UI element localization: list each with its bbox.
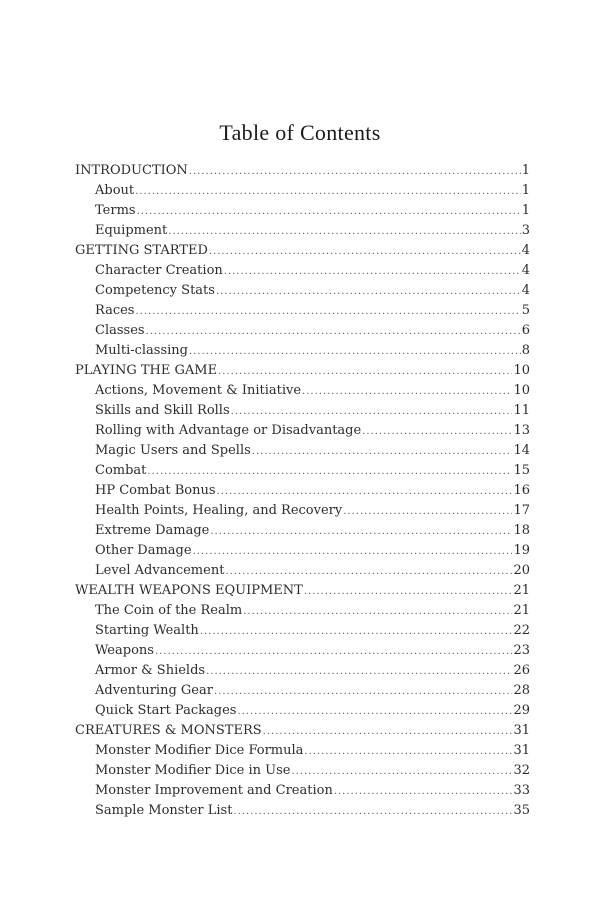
dot-leader [362, 422, 512, 441]
toc-subentry[interactable] [75, 341, 530, 361]
toc-page-number: 21 [513, 583, 530, 598]
dot-leader [135, 302, 520, 321]
toc-subentry[interactable] [75, 741, 530, 761]
dot-leader [243, 602, 512, 621]
toc-page-number: 17 [513, 503, 530, 518]
toc-entry-label: Equipment [95, 223, 168, 238]
toc-page-number: 4 [521, 263, 530, 278]
toc-subentry[interactable] [75, 321, 530, 341]
toc-page-number: 5 [521, 303, 530, 318]
dot-leader [216, 282, 521, 301]
toc-entry-label: About [95, 183, 135, 198]
dot-leader [214, 682, 512, 701]
toc-section-entry[interactable] [75, 241, 530, 261]
toc-subentry[interactable] [75, 481, 530, 501]
toc-entry-label: Rolling with Advantage or Disadvantage [95, 423, 362, 438]
dot-leader [147, 462, 512, 481]
dot-leader [304, 582, 513, 601]
toc-entry-label: The Coin of the Realm [95, 603, 243, 618]
toc-subentry[interactable] [75, 561, 530, 581]
toc-entry-label: Classes [95, 323, 145, 338]
dot-leader [189, 162, 521, 181]
dot-leader [209, 242, 521, 261]
toc-subentry[interactable] [75, 301, 530, 321]
toc-entry-label: PLAYING THE GAME [75, 363, 218, 378]
toc-entry-label: Combat [95, 463, 147, 478]
toc-page-number: 35 [513, 803, 530, 818]
toc-page-number: 3 [521, 223, 530, 238]
toc-subentry[interactable] [75, 521, 530, 541]
toc-section-entry[interactable] [75, 161, 530, 181]
dot-leader [210, 522, 512, 541]
toc-entry-label: Adventuring Gear [95, 683, 213, 698]
toc-entry-label: Multi-classing [95, 343, 188, 358]
toc-subentry[interactable] [75, 181, 530, 201]
table-of-contents [75, 161, 530, 821]
dot-leader [224, 262, 521, 281]
dot-leader [237, 702, 512, 721]
toc-page-number: 10 [513, 383, 530, 398]
toc-page-number: 23 [513, 643, 530, 658]
dot-leader [200, 622, 513, 641]
toc-entry-label: Weapons [95, 643, 154, 658]
toc-entry-label: INTRODUCTION [75, 163, 188, 178]
dot-leader [233, 802, 512, 821]
dot-leader [263, 722, 513, 741]
dot-leader [155, 642, 513, 661]
toc-subentry[interactable] [75, 381, 530, 401]
toc-subentry[interactable] [75, 661, 530, 681]
toc-subentry[interactable] [75, 221, 530, 241]
toc-page-number: 31 [513, 723, 530, 738]
dot-leader [206, 662, 512, 681]
toc-page-number: 33 [513, 783, 530, 798]
toc-page-number: 8 [521, 343, 530, 358]
toc-subentry[interactable] [75, 421, 530, 441]
dot-leader [304, 742, 512, 761]
dot-leader [217, 482, 513, 501]
toc-page-number: 21 [513, 603, 530, 618]
toc-entry-label: Terms [95, 203, 136, 218]
toc-entry-label: WEALTH WEAPONS EQUIPMENT [75, 583, 303, 598]
toc-subentry[interactable] [75, 781, 530, 801]
toc-subentry[interactable] [75, 281, 530, 301]
toc-page-number: 26 [513, 663, 530, 678]
toc-page-number: 11 [513, 403, 530, 418]
dot-leader [231, 402, 513, 421]
toc-subentry[interactable] [75, 621, 530, 641]
toc-subentry[interactable] [75, 261, 530, 281]
dot-leader [146, 322, 521, 341]
toc-page-number: 18 [513, 523, 530, 538]
toc-entry-label: Competency Stats [95, 283, 215, 298]
toc-section-entry[interactable] [75, 361, 530, 381]
toc-subentry[interactable] [75, 601, 530, 621]
dot-leader [193, 542, 513, 561]
toc-entry-label: Actions, Movement & Initiative [95, 383, 302, 398]
toc-page-number: 13 [513, 423, 530, 438]
toc-subentry[interactable] [75, 701, 530, 721]
toc-entry-label: Skills and Skill Rolls [95, 403, 230, 418]
dot-leader [302, 382, 512, 401]
dot-leader [225, 562, 512, 581]
toc-page-number: 10 [513, 363, 530, 378]
dot-leader [252, 442, 513, 461]
toc-subentry[interactable] [75, 461, 530, 481]
toc-entry-label: Monster Improvement and Creation [95, 783, 333, 798]
toc-entry-label: Character Creation [95, 263, 223, 278]
dot-leader [135, 182, 521, 201]
toc-page-number: 16 [513, 483, 530, 498]
toc-subentry[interactable] [75, 441, 530, 461]
toc-entry-label: Magic Users and Spells [95, 443, 251, 458]
toc-subentry[interactable] [75, 541, 530, 561]
toc-page-number: 29 [513, 703, 530, 718]
toc-page-number: 28 [513, 683, 530, 698]
toc-entry-label: Starting Wealth [95, 623, 199, 638]
toc-entry-label: Armor & Shields [95, 663, 206, 678]
toc-entry-label: Quick Start Packages [95, 703, 237, 718]
dot-leader [334, 782, 513, 801]
toc-page-number: 32 [513, 763, 530, 778]
dot-leader [137, 202, 521, 221]
dot-leader [168, 222, 520, 241]
toc-section-entry[interactable] [75, 721, 530, 741]
toc-page-number: 1 [521, 163, 530, 178]
toc-page-number: 22 [513, 623, 530, 638]
toc-page-number: 4 [521, 243, 530, 258]
toc-page-number: 1 [521, 183, 530, 198]
toc-entry-label: Extreme Damage [95, 523, 210, 538]
toc-subentry[interactable] [75, 201, 530, 221]
toc-subentry[interactable] [75, 401, 530, 421]
toc-entry-label: Sample Monster List [95, 803, 233, 818]
toc-subentry[interactable] [75, 761, 530, 781]
toc-subentry[interactable] [75, 801, 530, 821]
toc-page-number: 6 [521, 323, 530, 338]
toc-page-number: 20 [513, 563, 530, 578]
toc-entry-label: HP Combat Bonus [95, 483, 216, 498]
dot-leader [218, 362, 512, 381]
toc-page-number: 19 [513, 543, 530, 558]
toc-page-number: 14 [513, 443, 530, 458]
toc-page-number: 4 [521, 283, 530, 298]
toc-section-entry[interactable] [75, 581, 530, 601]
toc-page-number: 15 [513, 463, 530, 478]
toc-entry-label: Other Damage [95, 543, 192, 558]
toc-entry-label: Races [95, 303, 135, 318]
toc-subentry[interactable] [75, 501, 530, 521]
dot-leader [343, 502, 512, 521]
toc-entry-label: Health Points, Healing, and Recovery [95, 503, 343, 518]
toc-entry-label: GETTING STARTED [75, 243, 208, 258]
toc-entry-label: Monster Modifier Dice in Use [95, 763, 291, 778]
toc-entry-label: Monster Modifier Dice Formula [95, 743, 304, 758]
toc-subentry[interactable] [75, 641, 530, 661]
toc-entry-label: Level Advancement [95, 563, 225, 578]
dot-leader [189, 342, 521, 361]
page-title: Table of Contents [219, 120, 381, 145]
dot-leader [291, 762, 512, 781]
toc-page-number: 31 [513, 743, 530, 758]
toc-subentry[interactable] [75, 681, 530, 701]
toc-page-number: 1 [521, 203, 530, 218]
toc-entry-label: CREATURES & MONSTERS [75, 723, 262, 738]
